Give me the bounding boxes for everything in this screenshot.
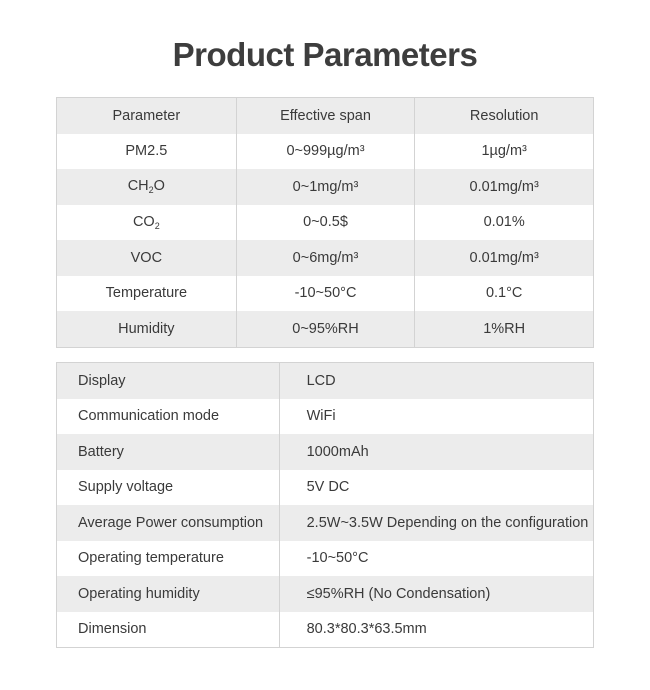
table-row (57, 240, 594, 276)
parameter-cell: PM2.5 (57, 134, 237, 170)
table-row (57, 470, 594, 506)
table-row (57, 505, 594, 541)
spec-label: Battery (57, 434, 280, 470)
span-cell: 0~6mg/m³ (236, 240, 415, 276)
spec-value: ≤95%RH (No Condensation) (279, 576, 593, 612)
table-row (57, 205, 594, 241)
header-resolution: Resolution (415, 98, 594, 134)
spec-label: Supply voltage (57, 470, 280, 506)
spec-value: 1000mAh (279, 434, 593, 470)
formula-subscript: 2 (154, 220, 160, 231)
spec-value: WiFi (279, 399, 593, 435)
resolution-cell: 0.01mg/m³ (415, 169, 594, 205)
table-row (57, 276, 594, 312)
spec-label: Display (57, 363, 280, 399)
spec-value: 5V DC (279, 470, 593, 506)
formula-main: CH (127, 178, 149, 195)
spec-label: Average Power consumption (57, 505, 280, 541)
spec-label: Operating humidity (57, 576, 280, 612)
spec-label: Dimension (57, 612, 280, 648)
span-cell: 0~1mg/m³ (236, 169, 415, 205)
spec-value: 2.5W~3.5W Depending on the configuration (279, 505, 593, 541)
header-parameter: Parameter (57, 98, 237, 134)
resolution-cell: 0.01% (415, 205, 594, 241)
spec-label: Communication mode (57, 399, 280, 435)
parameter-cell (57, 205, 237, 241)
span-cell: 0~95%RH (236, 311, 415, 347)
table-row (57, 612, 594, 648)
table-row (57, 169, 594, 205)
parameter-cell: VOC (57, 240, 237, 276)
table-row (57, 134, 594, 170)
spec-value: LCD (279, 363, 593, 399)
table-row (57, 576, 594, 612)
parameters-table (56, 97, 594, 348)
table-row (57, 311, 594, 347)
formula-tail: O (153, 178, 165, 195)
specifications-table (56, 362, 594, 648)
span-cell: -10~50°C (236, 276, 415, 312)
span-cell: 0~0.5$ (236, 205, 415, 241)
page-title: Product Parameters (172, 36, 478, 73)
table-header-row (57, 98, 594, 134)
table-row (57, 363, 594, 399)
table-row (57, 399, 594, 435)
span-cell: 0~999µg/m³ (236, 134, 415, 170)
table-row (57, 434, 594, 470)
spec-value: -10~50°C (279, 541, 593, 577)
header-effective-span: Effective span (236, 98, 415, 134)
formula-main: CO (132, 213, 155, 230)
parameter-cell: Humidity (57, 311, 237, 347)
resolution-cell: 1µg/m³ (415, 134, 594, 170)
table-row (57, 541, 594, 577)
resolution-cell: 1%RH (415, 311, 594, 347)
spec-label: Operating temperature (57, 541, 280, 577)
formula-subscript: 2 (148, 185, 154, 196)
resolution-cell: 0.1°C (415, 276, 594, 312)
parameter-cell (57, 169, 237, 205)
parameter-cell: Temperature (57, 276, 237, 312)
resolution-cell: 0.01mg/m³ (415, 240, 594, 276)
spec-value: 80.3*80.3*63.5mm (279, 612, 593, 648)
